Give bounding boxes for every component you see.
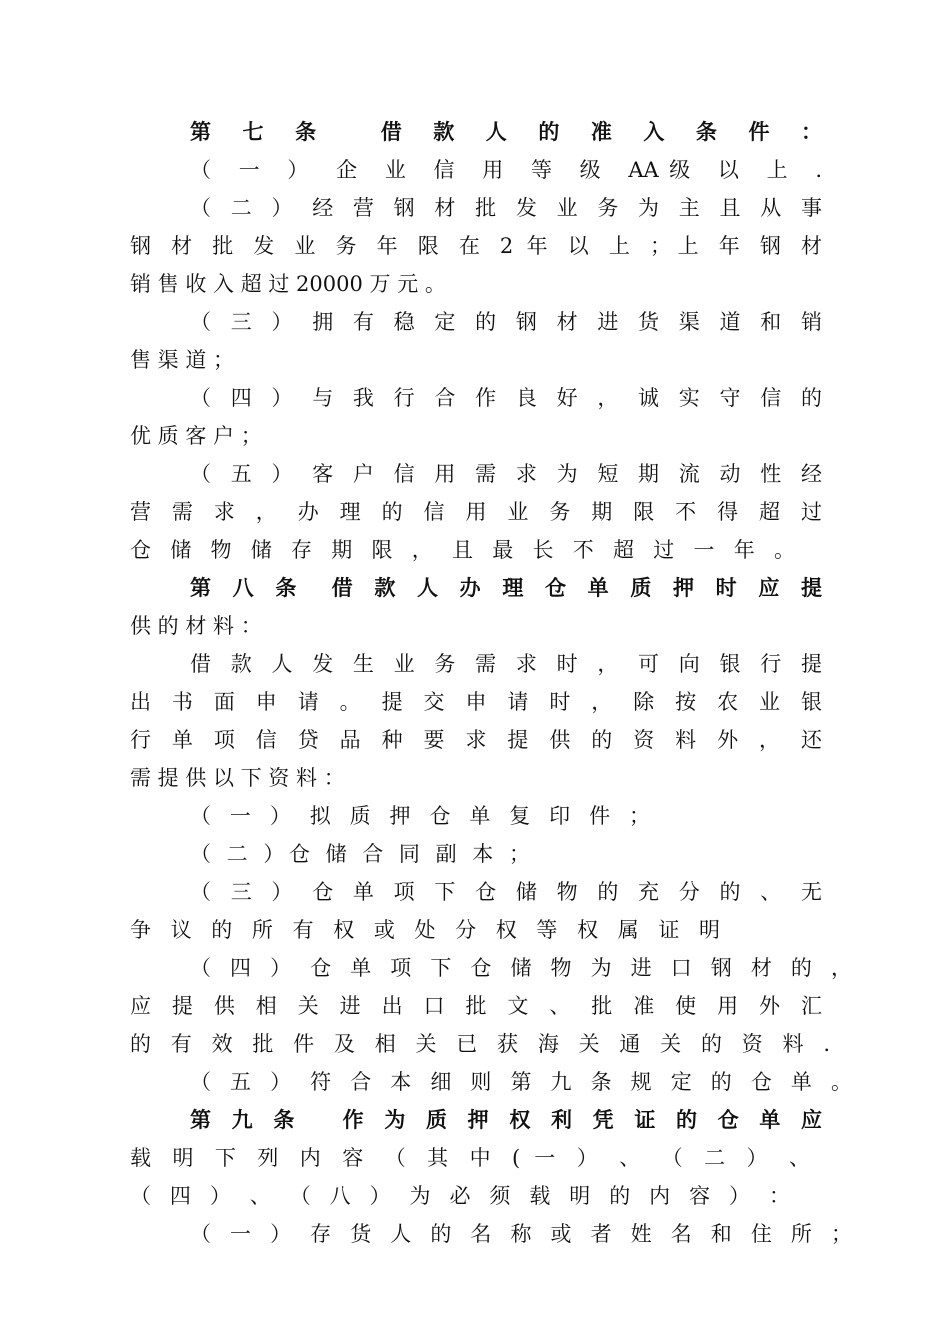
text-line: 优 质 客 户 ； — [130, 424, 262, 448]
text-line: （ 四 ） 与 我 行 合 作 良 好 ， 诚 实 守 信 的 — [190, 386, 822, 410]
text-line: 售 渠 道 ； — [130, 348, 235, 372]
text-line: （ 四 ） 、 （ 八 ） 为 必 须 载 明 的 内 容 ） ： — [130, 1184, 790, 1208]
article-8-heading: 第 八 条 借 款 人 办 理 仓 单 质 押 时 应 提 — [190, 575, 822, 600]
text-line: 的 有 效 批 件 及 相 关 已 获 海 关 通 关 的 资 料 . — [130, 1032, 830, 1056]
text-line: 供 的 材 料 ： — [130, 614, 262, 638]
text-line: 争 议 的 所 有 权 或 处 分 权 等 权 属 证 明 — [130, 918, 720, 942]
text-line: （ 五 ） 符 合 本 细 则 第 九 条 规 定 的 仓 单 。 — [190, 1070, 852, 1094]
text-line: 营 需 求 ， 办 理 的 信 用 业 务 期 限 不 得 超 过 — [130, 500, 822, 524]
text-line: 载 明 下 列 内 容 （ 其 中 ( 一 ） 、 （ 二 ） 、 — [130, 1146, 810, 1170]
text-line: （ 三 ） 拥 有 稳 定 的 钢 材 进 货 渠 道 和 销 — [190, 310, 822, 334]
text-line: （ 二 ） 经 营 钢 材 批 发 业 务 为 主 且 从 事 — [190, 196, 822, 220]
text-line: 销 售 收 入 超 过 20000 万 元 。 — [130, 272, 446, 296]
text-line: （ 一 ） 存 货 人 的 名 称 或 者 姓 名 和 住 所 ； — [190, 1222, 852, 1246]
text-line: （ 三 ） 仓 单 项 下 仓 储 物 的 充 分 的 、 无 — [190, 880, 822, 904]
text-line: （ 四 ） 仓 单 项 下 仓 储 物 为 进 口 钢 材 的 ， — [190, 956, 852, 980]
text-line: 钢 材 批 发 业 务 年 限 在 2 年 以 上 ；上 年 钢 材 — [130, 234, 822, 258]
text-line: （ 一 ） 拟 质 押 仓 单 复 印 件 ； — [190, 804, 650, 828]
text-line: 借 款 人 发 生 业 务 需 求 时 ， 可 向 银 行 提 — [190, 652, 822, 676]
text-line: 应 提 供 相 关 进 出 口 批 文 、 批 准 使 用 外 汇 — [130, 994, 822, 1018]
text-line: 行 单 项 信 贷 品 种 要 求 提 供 的 资 料 外 ， 还 — [130, 728, 822, 752]
text-line: 需 提 供 以 下 资 料 ： — [130, 766, 345, 790]
text-line: 出 书 面 申 请 。 提 交 申 请 时 ， 除 按 农 业 银 — [130, 690, 822, 714]
text-line: （ 五 ） 客 户 信 用 需 求 为 短 期 流 动 性 经 — [190, 462, 822, 486]
text-line: （ 一 ） 企 业 信 用 等 级 AA级 以 上 . — [190, 158, 822, 182]
article-7-heading: 第 七 条 借 款 人 的 准 入 条 件 ： — [190, 119, 822, 144]
text-line: 仓 储 物 储 存 期 限 ， 且 最 长 不 超 过 一 年 。 — [130, 538, 795, 562]
article-9-heading: 第 九 条 作 为 质 押 权 利 凭 证 的 仓 单 应 — [190, 1107, 822, 1132]
text-line: （ 二 ）仓 储 合 同 副 本 ； — [190, 842, 530, 866]
